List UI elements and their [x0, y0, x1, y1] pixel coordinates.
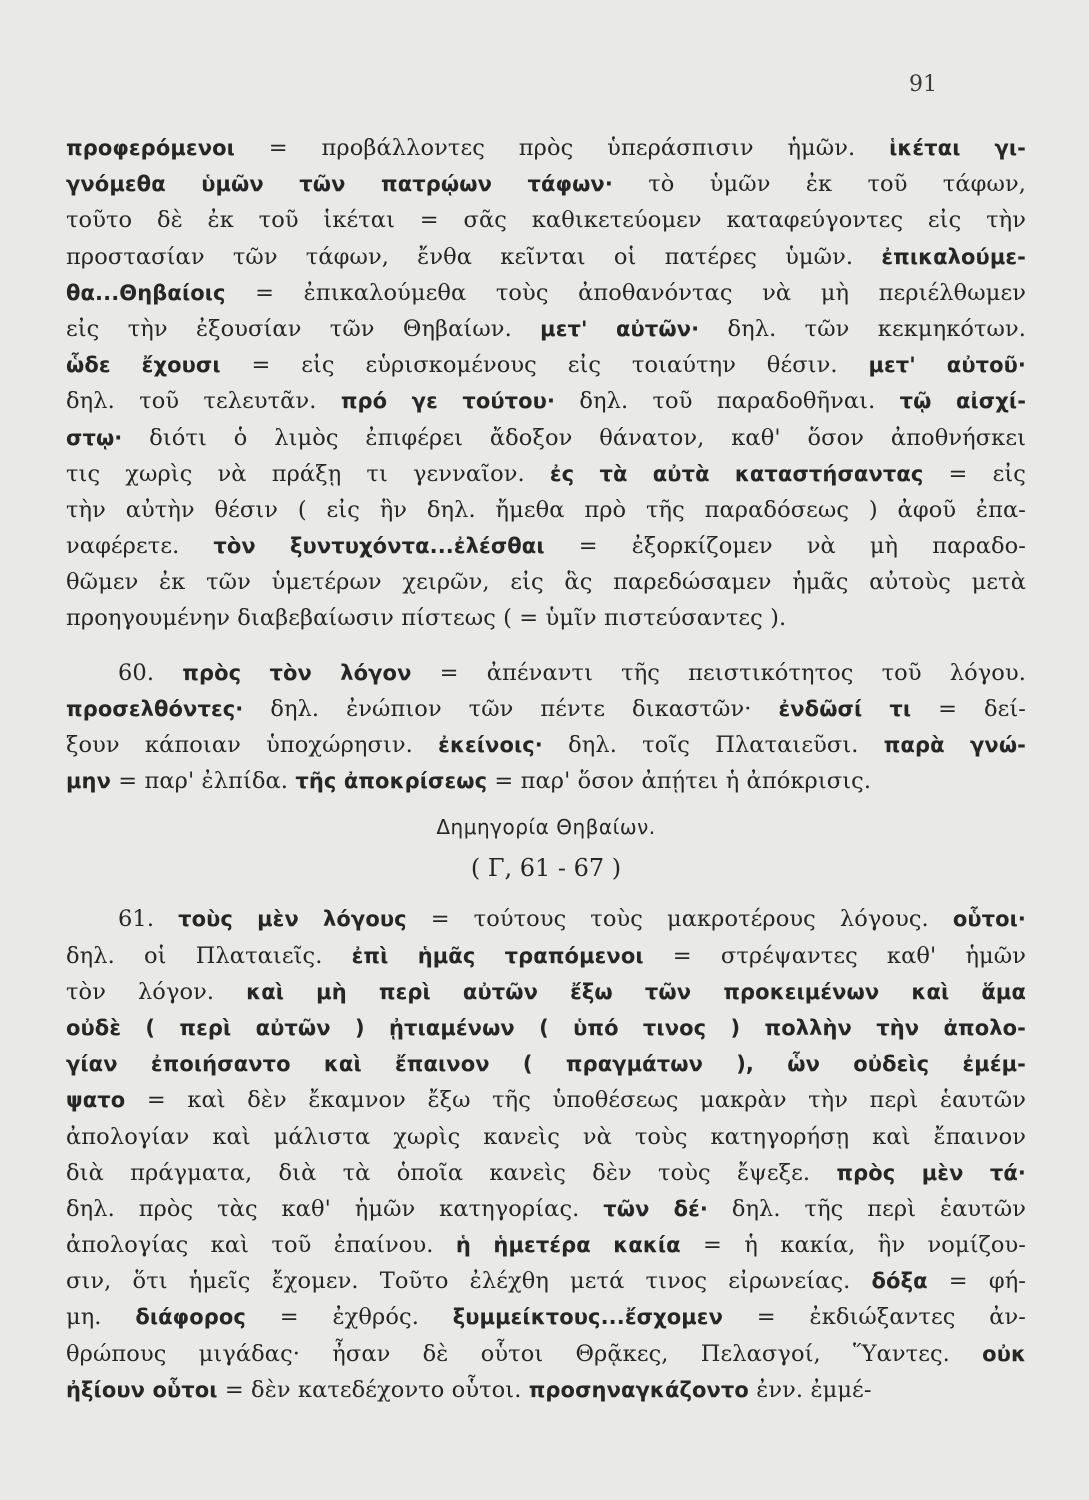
text-line	[66, 166, 1026, 202]
gloss-text: = παρ' ἐλπίδα.	[111, 768, 296, 795]
lemma: οὐδὲ ( περὶ αὐτῶν ) ᾐτιαμένων ( ὑπό τινος ) πολλὴν τὴν ἀπολο-	[66, 1015, 1026, 1040]
lemma: καὶ μὴ περὶ αὐτῶν ἔξω τῶν προκειμένων καὶ ἅμα	[246, 979, 1026, 1004]
lemma: παρὰ γνώ-	[883, 733, 1026, 757]
gloss-text: δηλ. τοῦ παραδοθῆναι.	[555, 388, 900, 415]
lemma: ἐνδῶσί τι	[778, 696, 912, 721]
gloss-text: τις χωρὶς νὰ πράξῃ τι γενναῖον.	[66, 460, 550, 487]
text-line	[66, 420, 1026, 456]
gloss-text: δηλ. τοῦ τελευτᾶν.	[66, 388, 341, 415]
gloss-text: τὸ ὑμῶν ἐκ τοῦ τάφων,	[612, 171, 1026, 198]
gloss-text: ἐνν. ἐμμέ-	[748, 1376, 872, 1403]
text-line	[66, 691, 1026, 727]
lemma: μην	[66, 769, 112, 794]
gloss-text: = στρέψαντες καθ' ἡμῶν	[643, 942, 1026, 969]
lemma: μετ' αὐτοῦ·	[868, 353, 1027, 378]
gloss-text: διὰ πράγματα, διὰ τὰ ὁποῖα κανεὶς δὲν τοὺς ἔψεξε.	[66, 1159, 837, 1186]
lemma: στῳ·	[66, 425, 123, 450]
gloss-text: τὸν λόγον.	[66, 978, 247, 1005]
text-line	[66, 528, 1026, 564]
gloss-text: τὴν αὐτὴν θέσιν ( εἰς ἣν δηλ. ἤμεθα πρὸ τῆς παραδόσεως ) ἀφοῦ ἐπα-	[66, 496, 1026, 523]
page-content	[66, 130, 1026, 1408]
text-line	[66, 655, 1026, 691]
gloss-text: ναφέρετε.	[66, 533, 214, 560]
lemma: μετ' αὐτῶν·	[540, 316, 700, 341]
text-line	[66, 1191, 1026, 1227]
text-line	[66, 727, 1026, 763]
gloss-text: = φή-	[927, 1268, 1026, 1295]
gloss-text: σιν, ὅτι ἡμεῖς ἔχομεν. Τοῦτο ἐλέχθη μετά τινος εἰρωνείας.	[66, 1268, 872, 1295]
lemma: προσελθόντες·	[66, 696, 244, 721]
text-line	[66, 1227, 1026, 1263]
gloss-text: = δεί-	[911, 695, 1026, 722]
lemma: τῷ αἰσχί-	[899, 389, 1027, 414]
text-line	[66, 564, 1026, 600]
text-line	[66, 383, 1026, 419]
text-line	[66, 347, 1026, 383]
text-line	[66, 974, 1026, 1010]
gloss-text: = ἐπικαλούμεθα τοὺς ἀποθανόντας νὰ μὴ περιέλθωμεν	[225, 279, 1026, 306]
lemma: ἐκείνοις·	[438, 733, 543, 757]
lemma: προσηναγκάζοντο	[528, 1377, 749, 1402]
lemma: οὗτοι·	[952, 907, 1027, 932]
gloss-text: προηγουμένην διαβεβαίωσιν πίστεως ( = ὑμῖν πιστεύσαντες ).	[66, 605, 787, 632]
text-line	[66, 600, 1026, 636]
text-line	[66, 1046, 1026, 1082]
text-line	[66, 275, 1026, 311]
gloss-text: 60.	[118, 659, 183, 686]
text-line	[66, 901, 1026, 937]
text-line	[66, 1299, 1026, 1335]
lemma: διάφορος	[135, 1305, 246, 1330]
lemma: ψατο	[66, 1088, 126, 1113]
section-reference: ( Γ, 61 - 67 )	[470, 854, 622, 883]
text-line	[66, 202, 1026, 238]
lemma: ἐς τὰ αὐτὰ καταστήσαντας	[549, 461, 924, 486]
text-line	[66, 1336, 1026, 1372]
lemma: τὸν ξυντυχόντα...ἐλέσθαι	[213, 534, 545, 559]
text-line	[66, 130, 1026, 166]
lemma: γίαν ἐποιήσαντο καὶ ἔπαινον ( πραγμάτων ), ὧν οὐδεὶς ἐμέμ-	[66, 1052, 1026, 1077]
lemma: οὐκ	[982, 1341, 1026, 1366]
gloss-text: = ἐξορκίζομεν νὰ μὴ παραδο-	[544, 533, 1026, 560]
gloss-text: δηλ. τῆς περὶ ἑαυτῶν	[707, 1195, 1026, 1222]
gloss-text: ἀπολογίας καὶ τοῦ ἐπαίνου.	[66, 1232, 456, 1259]
gloss-text: τοῦτο δὲ ἐκ τοῦ ἱκέται = σᾶς καθικετεύομεν καταφεύγοντες εἰς τὴν	[66, 207, 1026, 234]
gloss-text: δηλ. πρὸς τὰς καθ' ἡμῶν κατηγορίας.	[66, 1195, 604, 1222]
page-number: 91	[909, 72, 937, 97]
commentary-block-59	[66, 130, 1026, 637]
gloss-text: προστασίαν τῶν τάφων, ἔνθα κεῖνται οἱ πατέρες ὑμῶν.	[66, 243, 882, 270]
text-line	[66, 239, 1026, 275]
gloss-text: δηλ. τῶν κεκμηκότων.	[699, 315, 1026, 342]
commentary-block-61	[66, 901, 1026, 1408]
gloss-text: = τούτους τοὺς μακροτέρους λόγους.	[406, 906, 953, 933]
gloss-text: θῶμεν ἐκ τῶν ὑμετέρων χειρῶν, εἰς ἃς παρεδώσαμεν ἡμᾶς αὐτοὺς μετὰ	[66, 569, 1026, 596]
gloss-text: = ἐχθρός.	[245, 1304, 453, 1331]
lemma: ἐπὶ ἡμᾶς τραπόμενοι	[351, 943, 644, 968]
gloss-text: = εἰς	[923, 460, 1026, 487]
gloss-text: δηλ. τοῖς Πλαταιεῦσι.	[542, 732, 884, 758]
gloss-text: = καὶ δὲν ἔκαμνον ἔξω τῆς ὑποθέσεως μακρὰν τὴν περὶ ἑαυτῶν	[125, 1087, 1026, 1114]
commentary-block-60	[66, 655, 1026, 800]
lemma: πρὸς τὸν λόγον	[182, 660, 412, 685]
gloss-text: διότι ὁ λιμὸς ἐπιφέρει ἄδοξον θάνατον, καθ' ὅσον ἀποθνήσκει	[122, 424, 1026, 451]
gloss-text: = προβάλλοντες πρὸς ὑπεράσπισιν ἡμῶν.	[234, 135, 890, 161]
lemma: ὧδε ἔχουσι	[66, 353, 221, 378]
gloss-text: θρώπους μιγάδας· ἦσαν δὲ οὗτοι Θρᾷκες, Πελασγοί, Ὕαντες.	[66, 1340, 983, 1367]
gloss-text: εἰς τὴν ἐξουσίαν τῶν Θηβαίων.	[66, 315, 541, 342]
lemma: δόξα	[871, 1269, 928, 1294]
gloss-text: = εἰς εὑρισκομένους εἰς τοιαύτην θέσιν.	[220, 352, 869, 379]
text-line	[66, 1263, 1026, 1299]
lemma: προφερόμενοι	[66, 136, 235, 160]
lemma: ξυμμείκτους...ἔσχομεν	[452, 1305, 723, 1330]
lemma: ἠξίουν οὗτοι	[66, 1377, 218, 1402]
gloss-text: = ἐκδιώξαντες ἀν-	[723, 1304, 1026, 1331]
gloss-text: = ἡ κακία, ἣν νομίζου-	[680, 1232, 1026, 1259]
text-line	[66, 1082, 1026, 1118]
lemma: ἱκέται γι-	[889, 136, 1026, 160]
gloss-text: μη.	[66, 1304, 136, 1331]
gloss-text: ἀπολογίαν καὶ μάλιστα χωρὶς κανεὶς νὰ τοὺς κατηγορήσῃ καὶ ἔπαινον	[66, 1123, 1026, 1150]
text-line	[66, 492, 1026, 528]
lemma: θα...Θηβαίοις	[66, 280, 226, 305]
lemma: πρὸς μὲν τά·	[836, 1160, 1026, 1185]
gloss-text: = δὲν κατεδέχοντο οὗτοι.	[217, 1376, 529, 1403]
text-line	[66, 763, 1026, 799]
lemma: τῶν δέ·	[603, 1196, 708, 1221]
lemma: πρό γε τούτου·	[340, 389, 556, 414]
text-line	[66, 311, 1026, 347]
lemma: τοὺς μὲν λόγους	[178, 907, 407, 932]
text-line	[66, 938, 1026, 974]
text-line	[66, 1372, 1026, 1408]
text-line	[66, 1155, 1026, 1191]
lemma: ἐπικαλούμε-	[881, 244, 1026, 269]
lemma: τῆς ἀποκρίσεως	[295, 769, 488, 794]
gloss-text: 61.	[118, 906, 179, 933]
lemma: γνόμεθα ὑμῶν τῶν πατρῴων τάφων·	[66, 172, 613, 197]
text-line	[66, 1010, 1026, 1046]
gloss-text: ξουν κάποιαν ὑποχώρησιν.	[66, 732, 439, 758]
gloss-text: = ἀπέναντι τῆς πειστικότητος τοῦ λόγου.	[411, 659, 1026, 686]
section-heading: Δημηγορία Θηβαίων.	[436, 815, 656, 840]
gloss-text: δηλ. οἱ Πλαταιεῖς.	[66, 942, 352, 969]
lemma: ἡ ἡμετέρα κακία	[455, 1233, 681, 1258]
gloss-text: δηλ. ἐνώπιον τῶν πέντε δικαστῶν·	[243, 695, 779, 722]
text-line	[66, 456, 1026, 492]
gloss-text: = παρ' ὅσον ἀπῄτει ἡ ἀπόκρισις.	[487, 768, 872, 795]
text-line	[66, 1119, 1026, 1155]
